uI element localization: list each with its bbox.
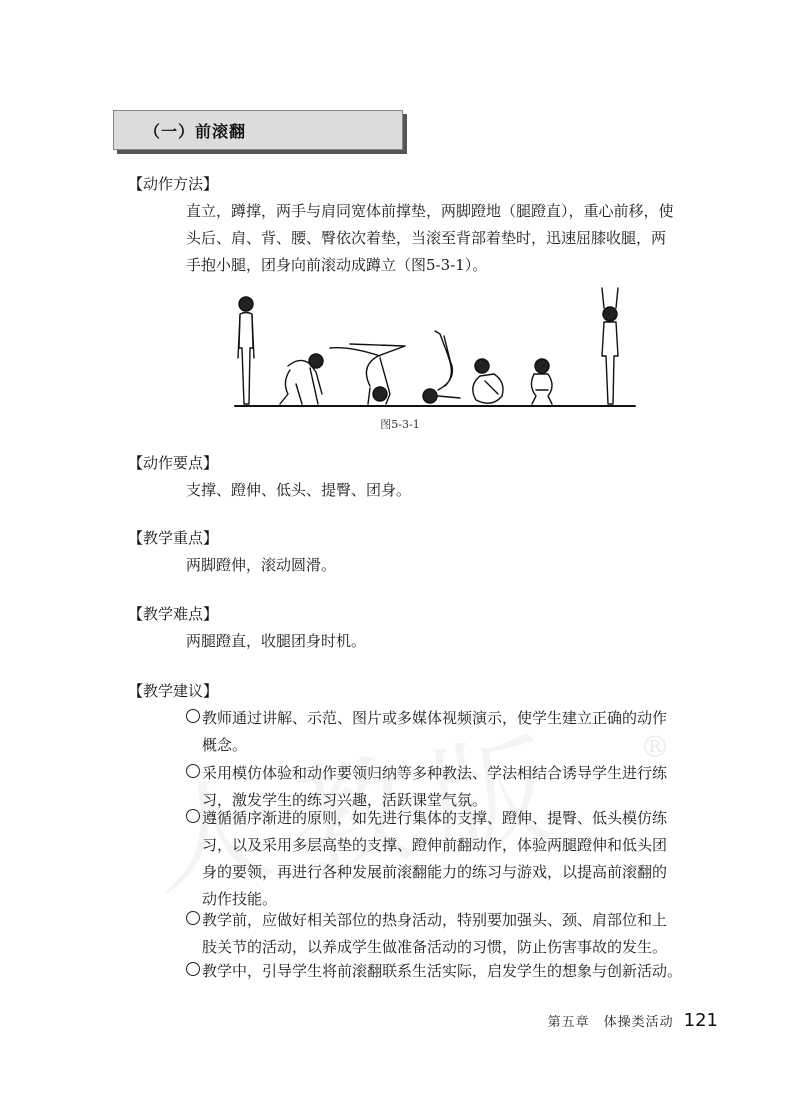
method-heading: 【动作方法】 <box>128 175 219 193</box>
suggestion-line: 教师通过讲解、示范、图片或多媒体视频演示，使学生建立正确的动作 <box>202 709 668 727</box>
section-title: （一）前滚翻 <box>144 121 247 141</box>
difficulty-paragraph <box>186 628 726 655</box>
suggestion-line: 教学前，应做好相关部位的热身活动，特别要加强头、颈、肩部位和上 <box>202 911 668 929</box>
method-line: 头后、肩、背、腰、臀依次着垫，当滚至背部着垫时，迅速屈膝收腿，两 <box>186 229 667 247</box>
key-points-text: 支撑、蹬伸、低头、提臀、团身。 <box>186 481 412 499</box>
suggestion-line: 肢关节的活动，以养成学生做准备活动的习惯，防止伤害事故的发生。 <box>202 938 668 956</box>
difficulty-text: 两腿蹬直，收腿团身时机。 <box>186 632 367 650</box>
focus-heading: 【教学重点】 <box>128 529 219 547</box>
suggestions-heading: 【教学建议】 <box>128 682 219 700</box>
forward-roll-illustration <box>230 286 640 410</box>
focus-paragraph <box>186 552 726 579</box>
suggestion-line: 采用模仿体验和动作要领归纳等多种教法、学法相结合诱导学生进行练 <box>202 764 668 782</box>
suggestion-line: 身的要领，再进行各种发展前滚翻能力的练习与游戏，以提高前滚翻的 <box>202 863 668 881</box>
suggestion-line: 习，以及采用多层高垫的支撑、蹬伸前翻动作，体验两腿蹬伸和低头团 <box>202 836 668 854</box>
method-line: 直立，蹲撑，两手与肩同宽体前撑垫，两脚蹬地（腿蹬直），重心前移，使 <box>186 202 674 220</box>
circle-bullet-icon <box>186 911 200 925</box>
chapter-label: 第五章 体操类活动 <box>547 1015 674 1030</box>
page-footer <box>548 1010 718 1031</box>
circle-bullet-icon <box>186 709 200 723</box>
suggestion-line: 习，激发学生的练习兴趣，活跃课堂气氛。 <box>202 791 488 809</box>
key-points-heading: 【动作要点】 <box>128 454 219 472</box>
difficulty-heading: 【教学难点】 <box>128 605 219 623</box>
key-points-paragraph <box>186 477 726 504</box>
suggestion-item <box>186 958 731 985</box>
suggestion-item <box>186 907 731 961</box>
method-line: 手抱小腿，团身向前滚动成蹲立（图5-3-1）。 <box>186 256 488 274</box>
focus-text: 两脚蹬伸，滚动圆滑。 <box>186 556 337 574</box>
suggestion-line: 遵循循序渐进的原则，如先进行集体的支撑、蹬伸、提臀、低头模仿练 <box>202 809 668 827</box>
suggestion-item <box>186 705 731 759</box>
method-paragraph <box>186 198 726 279</box>
circle-bullet-icon <box>186 809 200 823</box>
figure-caption: 图5-3-1 <box>380 418 420 431</box>
circle-bullet-icon <box>186 962 200 976</box>
suggestion-item <box>186 805 731 913</box>
suggestion-line: 动作技能。 <box>202 890 278 908</box>
section-title-banner <box>113 110 403 150</box>
circle-bullet-icon <box>186 764 200 778</box>
suggestion-line: 教学中，引导学生将前滚翻联系生活实际，启发学生的想象与创新活动。 <box>202 962 683 980</box>
suggestion-line: 概念。 <box>202 736 248 754</box>
registered-mark: ® <box>640 730 670 765</box>
page-number: 121 <box>683 1010 718 1031</box>
